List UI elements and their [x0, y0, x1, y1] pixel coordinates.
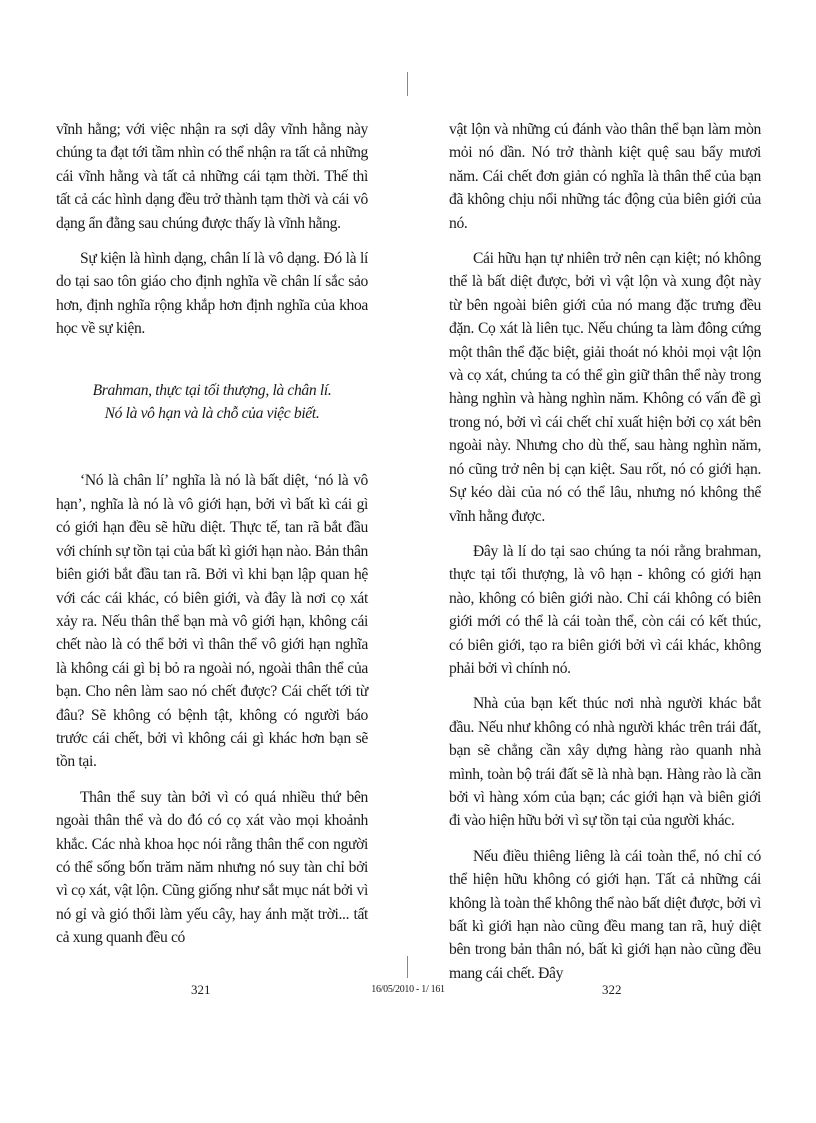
quote-line: Nó là vô hạn và là chỗ của việc biết.	[104, 405, 320, 423]
left-page-text	[56, 118, 368, 962]
epigraph-quote	[56, 379, 368, 426]
paragraph: Sự kiện là hình dạng, chân lí là vô dạng. Đó là lí do tại sao tôn giáo cho định nghĩa về chân lí sắc sảo hơn, định nghĩa rộng khắp hơn định nghĩa của khoa học về sự kiện.	[56, 250, 368, 338]
right-page-number: 322	[602, 982, 622, 997]
paragraph: Cái hữu hạn tự nhiên trở nên cạn kiệt; nó không thể là bất diệt được, bởi vì vật lộn và xung đột này từ bên ngoài biên giới của nó mang đặc trưng đều đặn. Cọ xát là liên tục. Nếu chúng ta làm đông cứng một thân thể đặc biệt, giải thoát nó khỏi mọi vật lộn và cọ xát, chúng ta có thể gìn giữ thân thể này trong hàng nghìn và hàng nghìn năm. Không có vấn đề gì trong nó, bởi vì cái chết chỉ xuất hiện bởi cọ xát bên ngoài này. Nhưng cho dù thế, sau hàng nghìn năm, nó cũng trở nên bị cạn kiệt. Sau rốt, nó có giới hạn. Sự kéo dài của nó có thể lâu, nhưng nó không thể vĩnh hằng được.	[449, 250, 761, 525]
paragraph: Nhà của bạn kết thúc nơi nhà người khác bắt đầu. Nếu như không có nhà người khác trên trái đất, bạn sẽ chẳng cần xây dựng hàng rào quanh nhà mình, toàn bộ trái đất sẽ là nhà bạn. Hàng rào là cần bởi vì hàng xóm của bạn; các giới hạn và biên giới đi vào hiện hữu bởi vì sự tồn tại của người khác.	[449, 695, 761, 830]
crop-mark-top	[407, 72, 408, 96]
left-page-number: 321	[191, 982, 211, 997]
paragraph: Đây là lí do tại sao chúng ta nói rằng brahman, thực tại tối thượng, là vô hạn - không có giới hạn nào, không có biên giới nào. Chỉ cái không có biên giới mới có thể là cái toàn thể, còn cái có kết thúc, có biên giới, tạo ra biên giới bởi vì cái khác, không phải bởi vì chính nó.	[449, 542, 761, 677]
print-date-stamp: 16/05/2010 - 1/ 161	[371, 984, 445, 995]
paragraph: vật lộn và những cú đánh vào thân thể bạn làm mòn mỏi nó dần. Nó trở thành kiệt quệ sau bẩy mươi năm. Cái chết đơn giản có nghĩa là thân thể của bạn đã không chịu nổi những tác động của biên giới của nó.	[449, 121, 761, 232]
crop-mark-bottom	[407, 956, 408, 978]
quote-line: Brahman, thực tại tối thượng, là chân lí.	[92, 381, 332, 399]
paragraph: ‘Nó là chân lí’ nghĩa là nó là bất diệt, ‘nó là vô hạn’, nghĩa là nó là vô giới hạn, bởi vì bất kì cái gì có giới hạn đều sẽ hữu diệt. Thực tế, tan rã bắt đầu với chính sự tồn tại của bất kì giới hạn nào. Bản thân biên giới bắt đầu tan rã. Bởi vì khi bạn lập quan hệ với các cái khác, có biên giới, và đây là nơi cọ xát xảy ra. Nếu thân thể bạn mà vô giới hạn, không cái chết nào là có thể bởi vì thân thể vô giới hạn nghĩa là không cái gì bị bỏ ra ngoài nó, ngoài thân thể của bạn. Cho nên làm sao nó chết được? Cái chết tới từ đâu? Sẽ không có bệnh tật, không có người báo trước cái chết, bởi vì không cái gì khác hơn bạn sẽ tồn tại.	[56, 472, 368, 771]
paragraph: vĩnh hằng; với việc nhận ra sợi dây vĩnh hằng này chúng ta đạt tới tầm nhìn có thể nhận ra tất cả những cái vĩnh hằng và tất cả những cái tạm thời. Thế thì tất cả các hình dạng đều trở thành tạm thời và cái vô dạng ẩn đằng sau chúng được thấy là vĩnh hằng.	[56, 121, 368, 232]
paragraph: Thân thể suy tàn bởi vì có quá nhiều thứ bên ngoài thân thể và do đó có cọ xát vào mọi khoảnh khắc. Các nhà khoa học nói rằng thân thể con người có thể sống bốn trăm năm nhưng nó suy tàn chỉ bởi vì cọ xát, vật lộn. Cũng giống như sắt mục nát bởi vì nó gỉ và gió thổi làm yếu cây, hay ánh mặt trời... tất cả xung quanh đều có	[56, 788, 368, 947]
right-page-text	[449, 118, 761, 997]
paragraph: Nếu điều thiêng liêng là cái toàn thể, nó chỉ có thể hiện hữu không có giới hạn. Tất cả những cái không là toàn thể không thể nào bất diệt được, bởi vì bất kì giới hạn nào cũng đều mang tan rã, huỷ diệt bên trong bản thân nó, bất kì giới hạn nào cũng đều mang cái chết. Đây	[449, 847, 761, 982]
